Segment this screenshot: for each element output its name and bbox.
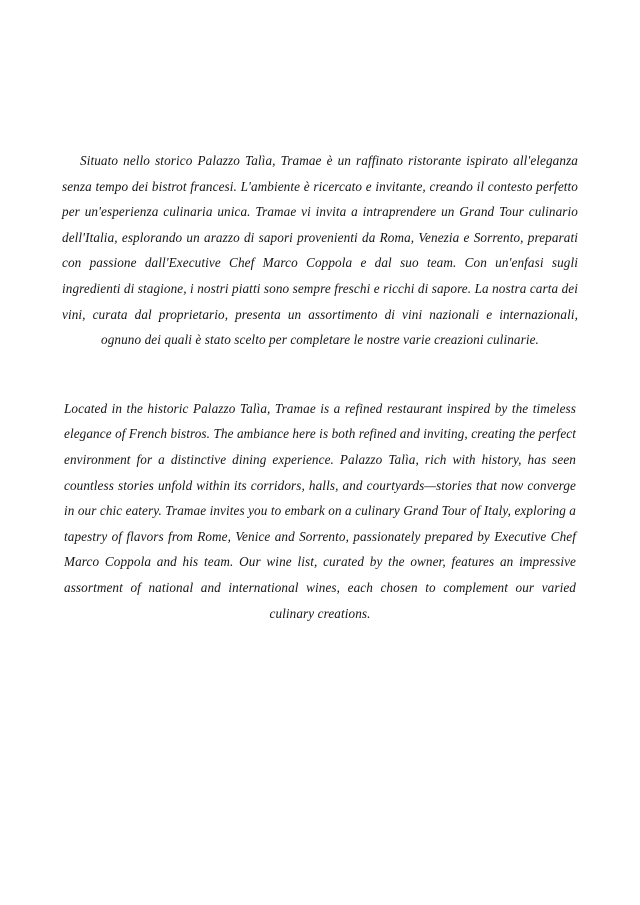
paragraph-english-description: Located in the historic Palazzo Talìa, Tramae is a refined restaurant inspired by the timeless elegance of French bistros. The ambiance here is both refined and inviting, creating the perfect environment for a distinctive dining experience. Palazzo Talìa, rich with history, has seen countless stories unfold within its corridors, halls, and courtyards—stories that now converge in our chic eatery. Tramae invites you to embark on a culinary Grand Tour of Italy, exploring a tapestry of flavors from Rome, Venice and Sorrento, passionately prepared by Executive Chef Marco Coppola and his team. Our wine list, curated by the owner, features an impressive assortment of national and international wines, each chosen to complement our varied culinary creations.	[64, 400, 576, 621]
paragraph-italian-description: Situato nello storico Palazzo Talìa, Tramae è un raffinato ristorante ispirato all'eleganza senza tempo dei bistrot francesi. L'ambiente è ricercato e invitante, creando il contesto perfetto per un'esperienza culinaria unica. Tramae vi invita a intraprendere un Grand Tour culinario dell'Italia, esplorando un arazzo di sapori provenienti da Roma, Venezia e Sorrento, preparati con passione dall'Executive Chef Marco Coppola e dal suo team. Con un'enfasi sugli ingredienti di stagione, i nostri piatti sono sempre freschi e ricchi di sapore. La nostra carta dei vini, curata dal proprietario, presenta un assortimento di vini nazionali e internazionali, ognuno dei quali è stato scelto per completare le nostre varie creazioni culinarie.	[62, 153, 578, 348]
